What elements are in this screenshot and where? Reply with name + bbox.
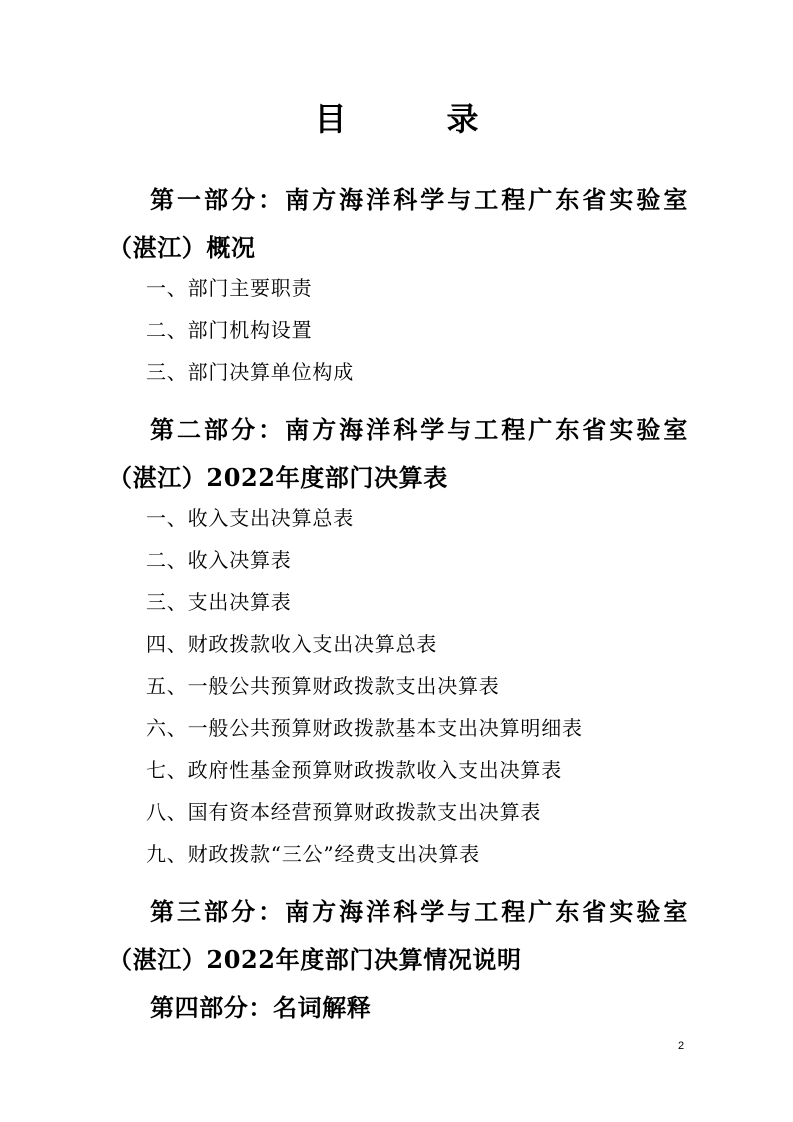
toc-part-1-items [108,272,688,406]
toc-part-2-heading: 第二部分：南方海洋科学与工程广东省实验室（湛江）2022年度部门决算表 [108,415,688,492]
title-char-2: 录 [446,100,479,138]
toc-item: 一、收入支出决算总表 [146,506,354,530]
toc-item: 二、部门机构设置 [146,318,313,342]
toc-item: 八、国有资本经营预算财政拨款支出决算表 [146,800,542,824]
toc-item: 二、收入决算表 [146,548,292,572]
toc-item: 九、财政拨款“三公”经费支出决算表 [146,842,481,866]
page-title [0,97,793,141]
toc-item: 三、支出决算表 [146,590,292,614]
title-char-1: 目 [314,100,347,138]
toc-item: 三、部门决算单位构成 [146,360,354,384]
toc-part-3-heading: 第三部分：南方海洋科学与工程广东省实验室（湛江）2022年度部门决算情况说明 [108,897,688,974]
toc-item: 六、一般公共预算财政拨款基本支出决算明细表 [146,716,583,740]
toc-item: 四、财政拨款收入支出决算总表 [146,632,438,656]
toc-item: 一、部门主要职责 [146,276,313,300]
table-of-contents [108,176,688,1032]
toc-part-1-heading: 第一部分：南方海洋科学与工程广东省实验室（湛江）概况 [108,185,688,262]
toc-item: 七、政府性基金预算财政拨款收入支出决算表 [146,758,562,782]
toc-part-4-heading: 第四部分：名词解释 [150,993,372,1022]
toc-part-2-items [108,502,688,888]
page-number: 2 [678,1040,685,1052]
toc-item: 五、一般公共预算财政拨款支出决算表 [146,674,500,698]
